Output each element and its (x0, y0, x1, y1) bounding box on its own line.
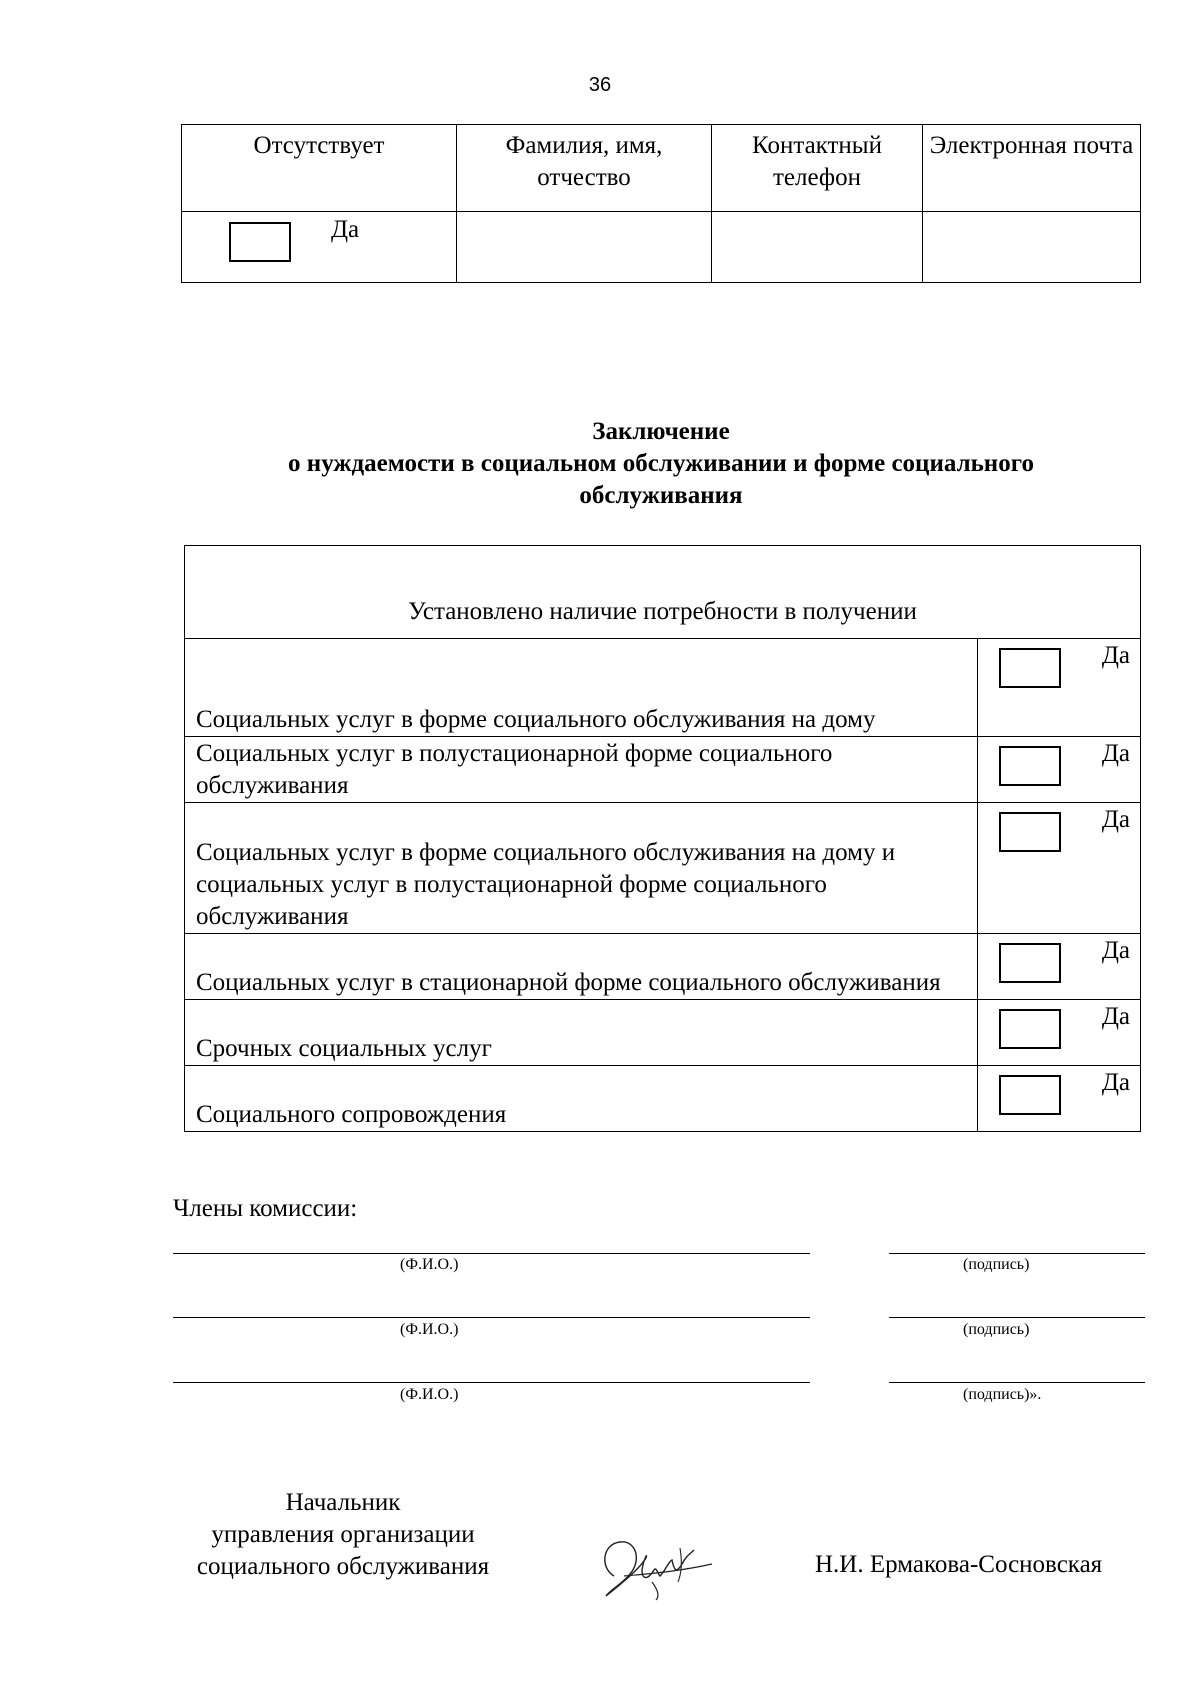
yes-label: Да (1101, 642, 1130, 669)
conclusion-title (181, 416, 1141, 512)
need-home-service-check (978, 639, 1141, 737)
contact-table (181, 124, 1141, 283)
conclusion-subtitle-2: обслуживания (579, 482, 743, 509)
page-number: 36 (588, 74, 612, 96)
member-3-name-line[interactable] (173, 1382, 810, 1383)
absent-checkbox[interactable] (229, 222, 291, 262)
need-semi-stationary-checkbox[interactable] (999, 746, 1061, 786)
member-3-fio-caption: (Ф.И.О.) (400, 1386, 459, 1403)
header-full-name: Фамилия, имя, отчество (457, 125, 712, 212)
email-cell[interactable] (923, 212, 1141, 283)
yes-label: Да (1101, 937, 1130, 964)
conclusion-table (184, 545, 1141, 1132)
conclusion-heading: Заключение (592, 418, 730, 445)
need-semi-stationary-check (978, 737, 1141, 803)
need-home-and-semi-stationary-line2: социальных услуг в полустационарной форме социального обслуживания (196, 871, 827, 930)
header-absent: Отсутствует (182, 125, 457, 212)
conclusion-table-header: Установлено наличие потребности в получении (185, 546, 1141, 639)
member-3-sign-caption: (подпись)». (963, 1386, 1042, 1403)
yes-label: Да (1101, 806, 1130, 833)
need-urgent-services-checkbox[interactable] (999, 1009, 1061, 1049)
header-email: Электронная почта (923, 125, 1141, 212)
yes-label: Да (1101, 740, 1130, 767)
signatory-position-line1: Начальник (285, 1489, 401, 1516)
commission-label: Члены комиссии: (173, 1195, 358, 1222)
handwritten-signature (596, 1530, 716, 1602)
need-social-support: Социального сопровождения (185, 1066, 978, 1132)
need-home-and-semi-stationary-checkbox[interactable] (999, 812, 1061, 852)
full-name-cell[interactable] (457, 212, 712, 283)
absent-cell (182, 212, 457, 283)
member-1-signature-line[interactable] (889, 1253, 1145, 1254)
signatory-name: Н.И. Ермакова-Сосновская (815, 1551, 1103, 1578)
signatory-position-line2: управления организации (211, 1521, 475, 1548)
need-stationary: Социальных услуг в стационарной форме социального обслуживания (185, 934, 978, 1000)
need-social-support-checkbox[interactable] (999, 1075, 1061, 1115)
conclusion-subtitle-1: о нуждаемости в социальном обслуживании и форме социального (288, 450, 1034, 477)
signatory-position-line3: социального обслуживания (196, 1553, 490, 1580)
header-phone: Контактный телефон (712, 125, 923, 212)
yes-label: Да (1101, 1069, 1130, 1096)
need-urgent-services: Срочных социальных услуг (185, 1000, 978, 1066)
need-home-and-semi-stationary (185, 803, 978, 934)
need-urgent-services-check (978, 1000, 1141, 1066)
member-3-signature-line[interactable] (889, 1382, 1145, 1383)
member-2-sign-caption: (подпись) (963, 1321, 1030, 1338)
need-home-and-semi-stationary-check (978, 803, 1141, 934)
need-semi-stationary: Социальных услуг в полустационарной форме социального обслуживания (185, 737, 978, 803)
member-2-name-line[interactable] (173, 1317, 810, 1318)
member-1-fio-caption: (Ф.И.О.) (400, 1256, 459, 1273)
member-2-signature-line[interactable] (889, 1317, 1145, 1318)
member-2-fio-caption: (Ф.И.О.) (400, 1321, 459, 1338)
yes-label: Да (1101, 1003, 1130, 1030)
absent-yes-label: Да (331, 216, 360, 243)
need-stationary-checkbox[interactable] (999, 943, 1061, 983)
need-home-and-semi-stationary-line1: Социальных услуг в форме социального обслуживания на дому и (196, 839, 896, 866)
signatory-position (160, 1487, 526, 1583)
phone-cell[interactable] (712, 212, 923, 283)
need-stationary-check (978, 934, 1141, 1000)
member-1-sign-caption: (подпись) (963, 1256, 1030, 1273)
member-1-name-line[interactable] (173, 1253, 810, 1254)
need-home-service-checkbox[interactable] (999, 648, 1061, 688)
need-social-support-check (978, 1066, 1141, 1132)
need-home-service: Социальных услуг в форме социального обслуживания на дому (185, 639, 978, 737)
